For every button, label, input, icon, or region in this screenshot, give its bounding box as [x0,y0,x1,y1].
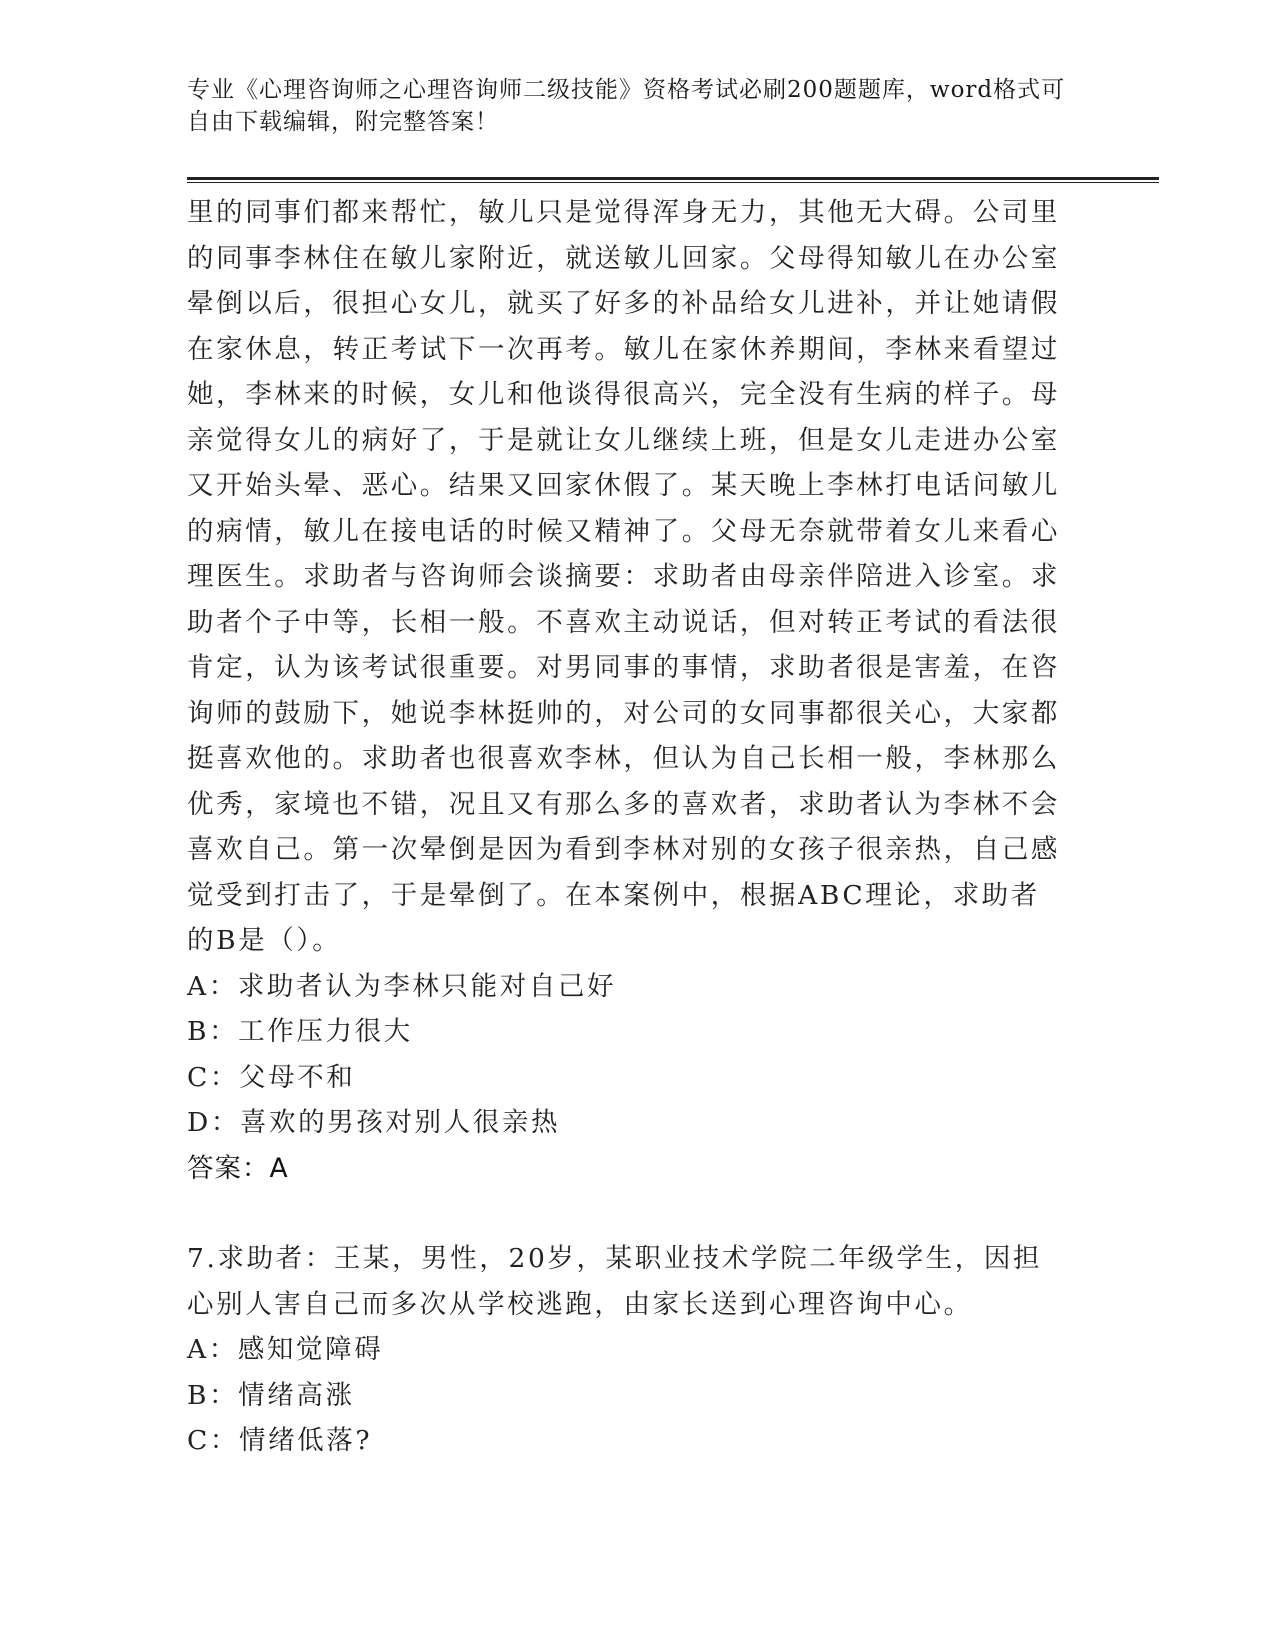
option-a: A：求助者认为李林只能对自己好 [187,970,617,1002]
option-d: D：喜欢的男孩对别人很亲热 [187,1107,561,1138]
header-title: 专业《心理咨询师之心理咨询师二级技能》资格考试必刷200题题库，word格式可自由下载编辑，附完整答案！ [187,77,1066,135]
document-header [187,74,1067,138]
option-b: B：工作压力很大 [187,1016,413,1047]
question-spacer [187,1191,1067,1236]
option-b: B：情绪高涨 [187,1379,355,1411]
answer-line: 答案：A [187,1152,289,1184]
question-stem: 里的同事们都来帮忙，敏儿只是觉得浑身无力，其他无大碍。公司里的同事李林住在敏儿家附近，就送敏儿回家。父母得知敏儿在办公室晕倒以后，很担心女儿，就买了好多的补品给女儿进补，并让她请假在家休息，转正考试下一次再考。敏儿在家休养期间，李林来看望过她，李林来的时候，女儿和他谈得很高兴，完全没有生病的样子。母亲觉得女儿的病好了，于是就让女儿继续上班，但是女儿走进办公室又开始头晕、恶心。结果又回家休假了。某天晚上李林打电话问敏儿的病情，敏儿在接电话的时候又精神了。父母无奈就带着女儿来看心理医生。求助者与咨询师会谈摘要：求助者由母亲伴陪进入诊室。求助者个子中等，长相一般。不喜欢主动说话，但对转正考试的看法很肯定，认为该考试很重要。对男同事的事情，求助者很是害羞，在咨询师的鼓励下，她说李林挺帅的，对公司的女同事都很关心，大家都挺喜欢他的。求助者也很喜欢李林，但认为自己长相一般，李林那么优秀，家境也不错，况且又有那么多的喜欢者，求助者认为李林不会喜欢自己。第一次晕倒是因为看到李林对别的女孩子很亲热，自己感觉受到打击了，于是晕倒了。在本案例中，根据ABC理论，求助者的B是（）。 [187,197,1060,956]
option-a: A：感知觉障碍 [187,1334,384,1365]
header-divider-thin [187,182,1159,183]
option-c: C：情绪低落? [187,1425,373,1456]
header-divider-thick [187,177,1159,180]
document-body [187,190,1067,1464]
question-block-6 [187,190,1067,1191]
option-c: C：父母不和 [187,1061,356,1093]
question-block-7 [187,1236,1067,1464]
question-stem: 7.求助者：王某，男性，20岁，某职业技术学院二年级学生，因担心别人害自己而多次从学校逃跑，由家长送到心理咨询中心。 [187,1243,1043,1320]
